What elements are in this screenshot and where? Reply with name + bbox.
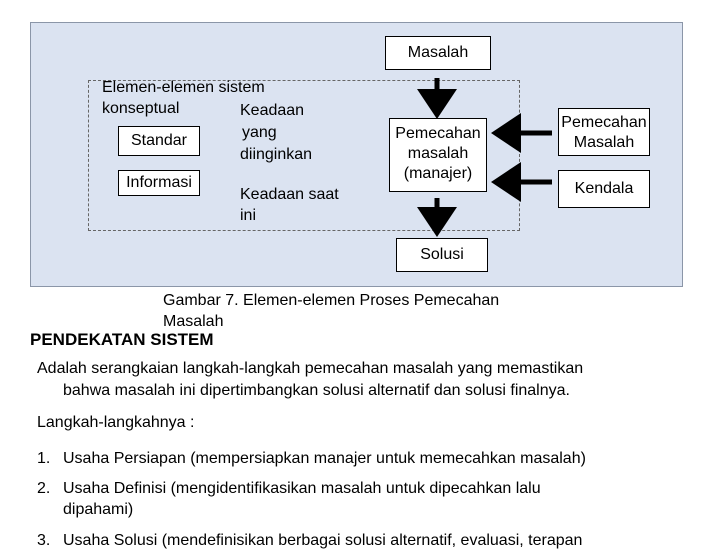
step-1-num: 1. — [37, 450, 51, 467]
intro-paragraph-line2: bahwa masalah ini dipertimbangkan solusi alternatif dan solusi finalnya. — [63, 382, 570, 399]
caption-line2: Masalah — [163, 313, 224, 330]
informasi-box — [118, 170, 200, 196]
steps-intro: Langkah-langkahnya : — [37, 414, 195, 431]
step-3-num: 3. — [37, 532, 51, 549]
keadaan-ingin-line3: diinginkan — [240, 146, 313, 163]
keadaan-saat-line2: ini — [240, 207, 257, 224]
kendala-box — [558, 170, 650, 208]
keadaan-ingin-line2: yang — [242, 124, 277, 141]
intro-paragraph-line1: Adalah serangkaian langkah-langkah pemecahan masalah yang memastikan — [37, 360, 584, 377]
step-2-text-line2: dipahami) — [63, 501, 134, 518]
section-heading: PENDEKATAN SISTEM — [30, 330, 214, 349]
caption-line1: Gambar 7. Elemen-elemen Proses Pemecahan — [163, 292, 500, 309]
masalah-box — [385, 36, 491, 70]
keadaan-saat-line1: Keadaan saat — [240, 186, 339, 203]
step-3-text: Usaha Solusi (mendefinisikan berbagai solusi alternatif, evaluasi, terapan — [63, 532, 583, 549]
pm-right-line1: Pemecahan — [561, 114, 647, 131]
pemecahan-line3: (manajer) — [403, 165, 473, 182]
figure-caption — [163, 290, 583, 332]
solusi-box — [396, 238, 488, 272]
kendala-label: Kendala — [574, 180, 634, 197]
standar-label: Standar — [130, 132, 188, 149]
elemen-title-line2: konseptual — [102, 100, 180, 117]
pm-right-line2: Masalah — [573, 134, 635, 151]
elemen-title-line1: Elemen-elemen sistem — [102, 79, 265, 96]
solusi-label: Solusi — [420, 246, 464, 263]
masalah-label: Masalah — [407, 44, 469, 61]
standar-box — [118, 126, 200, 156]
step-2-num: 2. — [37, 480, 51, 497]
pemecahan-line2: masalah — [407, 145, 469, 162]
keadaan-ingin-line1: Keadaan — [240, 102, 305, 119]
informasi-label: Informasi — [126, 174, 192, 191]
pemecahan-line1: Pemecahan — [395, 125, 481, 142]
pemecahan-masalah-box — [558, 108, 650, 156]
pemecahan-manajer-box — [389, 118, 487, 192]
step-2-text-line1: Usaha Definisi (mengidentifikasikan masalah untuk dipecahkan lalu — [63, 480, 541, 497]
step-1-text: Usaha Persiapan (mempersiapkan manajer untuk memecahkan masalah) — [63, 450, 586, 467]
